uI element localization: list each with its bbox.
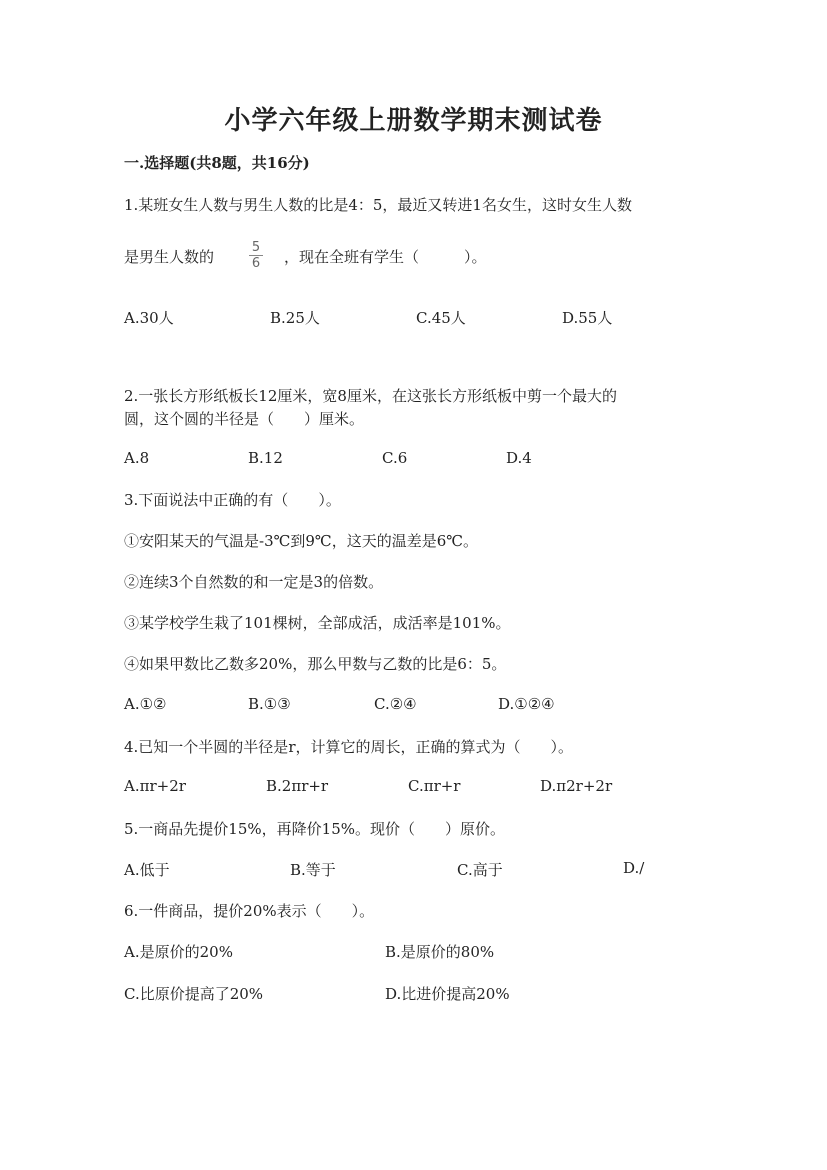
q3-option-c[interactable]: C.②④ (374, 695, 417, 713)
q2-option-b[interactable]: B.12 (248, 449, 283, 467)
q1-option-c[interactable]: C.45人 (416, 309, 466, 327)
q3-stem: 3.下面说法中正确的有（ ）。 (124, 491, 341, 509)
q2-option-d[interactable]: D.4 (506, 449, 532, 467)
q2-stem-line2: 圆，这个圆的半径是（ ）厘米。 (124, 410, 365, 428)
q6-option-c[interactable]: C.比原价提高了20% (124, 985, 264, 1003)
q4-stem: 4.已知一个半圆的半径是r，计算它的周长，正确的算式为（ ）。 (124, 738, 573, 756)
fraction-numerator: 5 (251, 240, 261, 255)
q2-stem-line1: 2.一张长方形纸板长12厘米，宽8厘米，在这张长方形纸板中剪一个最大的 (124, 387, 617, 405)
q6-stem: 6.一件商品，提价20%表示（ ）。 (124, 902, 375, 920)
q4-option-a[interactable]: A.πr+2r (124, 777, 186, 795)
q4-option-b[interactable]: B.2πr+r (266, 777, 329, 795)
q4-option-d[interactable]: D.π2r+2r (540, 777, 613, 795)
q3-option-a[interactable]: A.①② (124, 695, 167, 713)
q4-option-c[interactable]: C.πr+r (408, 777, 461, 795)
q3-statement-4: ④如果甲数比乙数多20%，那么甲数与乙数的比是6：5。 (124, 655, 507, 673)
q1-option-b[interactable]: B.25人 (270, 309, 320, 327)
q1-stem-line1: 1.某班女生人数与男生人数的比是4：5，最近又转进1名女生，这时女生人数 (124, 196, 632, 214)
q3-statement-2: ②连续3个自然数的和一定是3的倍数。 (124, 573, 384, 591)
fraction-denominator: 6 (251, 256, 261, 271)
q1-fraction (248, 240, 264, 271)
q2-option-c[interactable]: C.6 (382, 449, 408, 467)
q6-option-b[interactable]: B.是原价的80% (385, 943, 495, 961)
q3-statement-1: ①安阳某天的气温是-3℃到9℃，这天的温差是6℃。 (124, 532, 479, 550)
q5-option-a[interactable]: A.低于 (124, 861, 170, 879)
page-title: 小学六年级上册数学期末测试卷 (224, 106, 603, 136)
q6-option-a[interactable]: A.是原价的20% (124, 943, 233, 961)
q3-statement-3: ③某学校学生栽了101棵树，全部成活，成活率是101%。 (124, 614, 511, 632)
q6-option-d[interactable]: D.比进价提高20% (385, 985, 510, 1003)
q1-option-a[interactable]: A.30人 (124, 309, 174, 327)
q1-option-d[interactable]: D.55人 (562, 309, 613, 327)
q5-option-d[interactable]: D./ (623, 859, 645, 877)
q2-option-a[interactable]: A.8 (124, 449, 150, 467)
q5-option-b[interactable]: B.等于 (290, 861, 336, 879)
q3-option-b[interactable]: B.①③ (248, 695, 291, 713)
q1-stem-line2-before: 是男生人数的 (124, 248, 215, 266)
q5-stem: 5.一商品先提价15%，再降价15%。现价（ ）原价。 (124, 820, 505, 838)
section-heading: 一.选择题(共8题，共16分) (124, 154, 310, 172)
q1-stem-line2-after: ，现在全班有学生（ ）。 (284, 248, 487, 266)
q5-option-c[interactable]: C.高于 (457, 861, 503, 879)
q3-option-d[interactable]: D.①②④ (498, 695, 555, 713)
